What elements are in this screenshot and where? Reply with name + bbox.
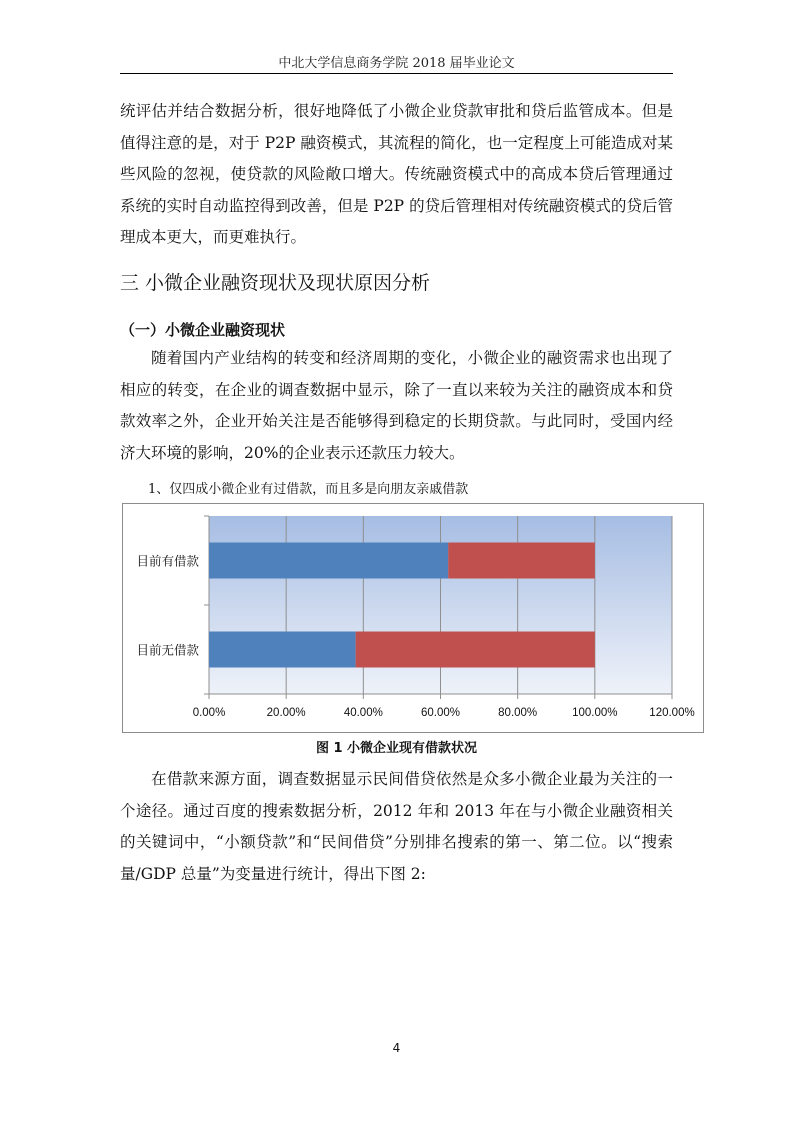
chart-canvas [123,504,703,732]
subsection-title: （一）小微企业融资现状 [120,321,286,339]
paragraph-p2p-continuation: 统评估并结合数据分析，很好地降低了小微企业贷款审批和贷后监管成本。但是值得注意的是，对于 P2P 融资模式，其流程的简化，也一定程度上可能造成对某些风险的忽视，使贷款的风险敞口增大。传统融资模式中的高成本贷后管理通过系统的实时自动监控得到改善，但是 P2P 的贷后管理相对传统融资模式的贷后管理成本更大，而更难执行。 [120,102,673,246]
figure-caption: 图 1 小微企业现有借款状况 [315,741,478,756]
bar-segment-2 [356,632,595,668]
header-rule [120,73,673,74]
x-tick-label: 20.00% [266,707,306,719]
bar-segment-1 [209,632,356,668]
paragraph-financing-status: 随着国内产业结构的转变和经济周期的变化，小微企业的融资需求也出现了相应的转变，在企业的调查数据中显示，除了一直以来较为关注的融资成本和贷款效率之外，企业开始关注是否能够得到稳定的长期贷款。与此同时，受国内经济大环境的影响，20%的企业表示还款压力较大。 [120,349,673,462]
loan-status-chart [122,503,704,733]
section-title: 三 小微企业融资现状及现状原因分析 [120,272,431,294]
x-tick-label: 120.00% [649,707,695,719]
x-tick-label: 100.00% [572,707,618,719]
bar-segment-1 [209,543,448,579]
x-tick-label: 40.00% [343,707,383,719]
x-tick-label: 0.00% [192,707,226,719]
y-category-label: 目前无借款 [136,642,199,658]
page-header: 中北大学信息商务学院 2018 届毕业论文 [278,56,515,71]
paragraph-loan-source: 在借款来源方面，调查数据显示民间借贷依然是众多小微企业最为关注的一个途径。通过百度的搜索数据分析，2012 年和 2013 年在与小微企业融资相关的关键词中，“小额贷款”和“民间借贷”分别排名搜索的第一、第二位。以“搜索量/GDP 总量”为变量进行统计，得出下图 2: [120,770,673,883]
chart-lead-caption: 1、仅四成小微企业有过借款，而且多是向朋友亲戚借款 [148,482,469,497]
bar-segment-2 [448,543,595,579]
x-tick-label: 80.00% [498,707,538,719]
y-category-label: 目前有借款 [136,553,199,569]
x-tick-label: 60.00% [420,707,461,719]
page-number: 4 [392,1041,401,1055]
